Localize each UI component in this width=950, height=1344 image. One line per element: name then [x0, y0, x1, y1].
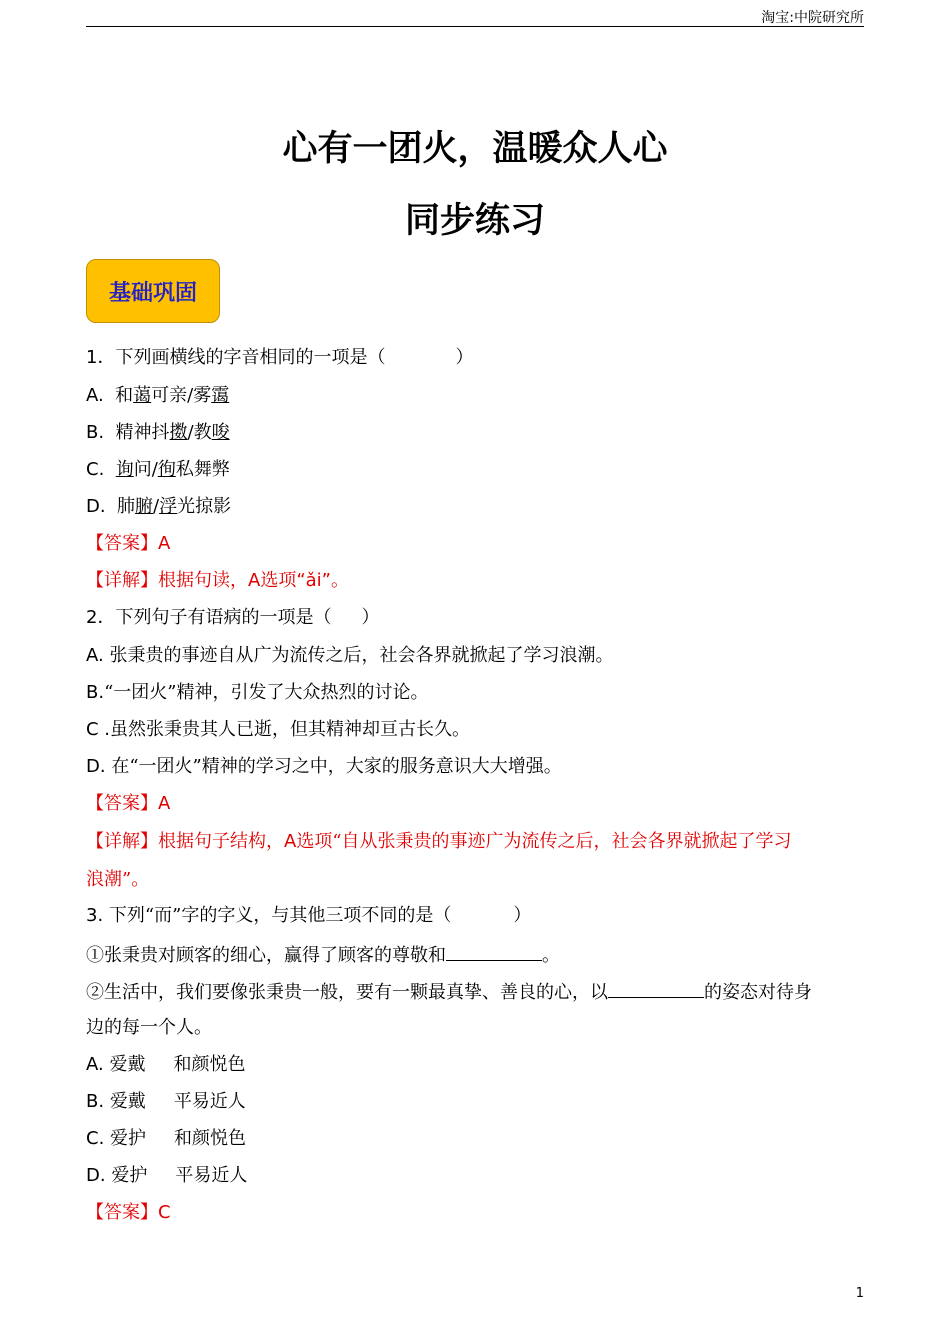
option-text: 张秉贵的事迹自从广为流传之后，社会各界就掀起了学习浪潮。 [109, 645, 614, 666]
page-number: 1 [855, 1286, 864, 1301]
q3-item-2 [86, 979, 812, 1005]
question-2-stem [86, 606, 379, 630]
option-letter: B. [86, 682, 105, 703]
question-close: ） [361, 607, 380, 628]
q3-option-a [86, 1053, 245, 1077]
header-text: 淘宝:中院研究所 [761, 10, 864, 26]
detail-text: 。 [331, 570, 350, 591]
option-letter: C. [86, 459, 105, 480]
answer-tag: 【答案】 [86, 1202, 158, 1223]
q3-option-b [86, 1090, 246, 1114]
item-text: ①张秉贵对顾客的细心，赢得了顾客的尊敬和 [86, 945, 446, 966]
answer-value: A [158, 533, 171, 554]
answer-blank [446, 942, 542, 961]
option-word-2: 和颜悦色 [173, 1054, 246, 1075]
option-letter: B. [86, 1091, 105, 1112]
option-letter: C. [86, 1128, 105, 1149]
answer-blank [608, 979, 704, 998]
q1-option-a [86, 384, 229, 408]
q2-answer [86, 792, 170, 816]
option-letter: A. [86, 1054, 104, 1075]
detail-text: 选项 [260, 570, 297, 591]
detail-text: “ǎi” [296, 570, 332, 591]
question-3-stem [86, 904, 531, 928]
option-text: 光掠影 [177, 496, 232, 517]
q2-option-a [86, 644, 613, 668]
option-text: 精神抖 [115, 422, 170, 443]
option-word-2: 平易近人 [175, 1165, 248, 1186]
option-letter: D. [86, 1165, 106, 1186]
underlined-char: 唆 [211, 422, 230, 443]
option-text: 肺 [117, 496, 136, 517]
underlined-char: 霭 [211, 385, 230, 406]
q3-item-2-cont [86, 1016, 212, 1040]
item-text: 的姿态对待身 [704, 982, 812, 1003]
detail-tag: 【详解】 [86, 831, 158, 852]
option-text: 虽然张秉贵其人已逝，但其精神却亘古长久。 [110, 719, 471, 740]
option-letter: A. [86, 645, 104, 666]
page-subtitle: 同步练习 [404, 201, 545, 241]
option-word-1: 爱护 [111, 1165, 148, 1186]
q1-option-b [86, 421, 230, 445]
answer-tag: 【答案】 [86, 793, 158, 814]
q3-answer [86, 1201, 171, 1225]
option-text: /教 [187, 422, 212, 443]
option-letter: A. [86, 385, 104, 406]
question-number: 1． [86, 347, 116, 368]
question-close: ） [455, 347, 474, 368]
option-word-2: 平易近人 [173, 1091, 246, 1112]
option-word-1: 爱护 [110, 1128, 147, 1149]
section-badge [86, 259, 220, 323]
q1-option-d [86, 495, 231, 519]
detail-text: A [248, 570, 261, 591]
option-letter: D. [86, 496, 106, 517]
q1-option-c [86, 458, 230, 482]
q2-option-b [86, 681, 428, 705]
option-text: 和 [115, 385, 134, 406]
question-text: 下列“而”字的字义，与其他三项不同的是（ [108, 905, 452, 926]
question-text: 下列句子有语病的一项是（ [115, 607, 332, 628]
detail-text: 选项“自从张秉贵的事迹广为流传之后，社会各界就掀起了学习 [296, 831, 792, 852]
option-text: 在“一团火”精神的学习之中，大家的服务意识大大增强。 [111, 756, 562, 777]
option-text: 可亲/雾 [151, 385, 212, 406]
detail-tag: 【详解】 [86, 570, 158, 591]
underlined-char: 腑 [135, 496, 154, 517]
question-number: 3. [86, 905, 104, 926]
detail-text: 根据句子结构， [158, 831, 284, 852]
underlined-char: 擞 [169, 422, 188, 443]
option-letter: D. [86, 756, 106, 777]
option-letter: C . [86, 719, 111, 740]
q3-item-1 [86, 942, 560, 968]
page-title: 心有一团火，温暖众人心 [282, 129, 668, 169]
q2-option-c [86, 718, 470, 742]
option-text: 私舞弊 [175, 459, 230, 480]
option-letter: B. [86, 422, 105, 443]
option-text: 问/ [133, 459, 158, 480]
answer-value: C [158, 1202, 171, 1223]
q1-detail [86, 569, 349, 593]
underlined-char: 浮 [159, 496, 178, 517]
q3-option-d [86, 1164, 247, 1188]
option-text: “一团火”精神，引发了大众热烈的讨论。 [104, 682, 429, 703]
q2-detail-cont [86, 868, 149, 892]
q1-answer [86, 532, 170, 556]
underlined-char: 蔼 [133, 385, 152, 406]
header-rule [86, 26, 864, 27]
question-close: ） [513, 905, 532, 926]
q2-detail [86, 830, 792, 854]
answer-value: A [158, 793, 171, 814]
section-label: 基础巩固 [108, 280, 197, 306]
answer-tag: 【答案】 [86, 533, 158, 554]
detail-text: 浪潮”。 [86, 869, 150, 890]
question-1-stem [86, 346, 473, 370]
item-text: 边的每一个人。 [86, 1017, 212, 1038]
underlined-char: 询 [115, 459, 134, 480]
question-number: 2． [86, 607, 116, 628]
q2-option-d [86, 755, 562, 779]
option-word-1: 爱戴 [109, 1054, 146, 1075]
underlined-char: 徇 [157, 459, 176, 480]
option-text: / [153, 496, 160, 517]
item-text: ②生活中，我们要像张秉贵一般，要有一颗最真挚、善良的心，以 [86, 982, 608, 1003]
question-text: 下列画横线的字音相同的一项是（ [115, 347, 386, 368]
q3-option-c [86, 1127, 246, 1151]
detail-text: 根据句读， [158, 570, 248, 591]
item-text: 。 [542, 945, 560, 966]
option-word-1: 爱戴 [109, 1091, 146, 1112]
option-word-2: 和颜悦色 [174, 1128, 247, 1149]
detail-text: A [284, 831, 297, 852]
